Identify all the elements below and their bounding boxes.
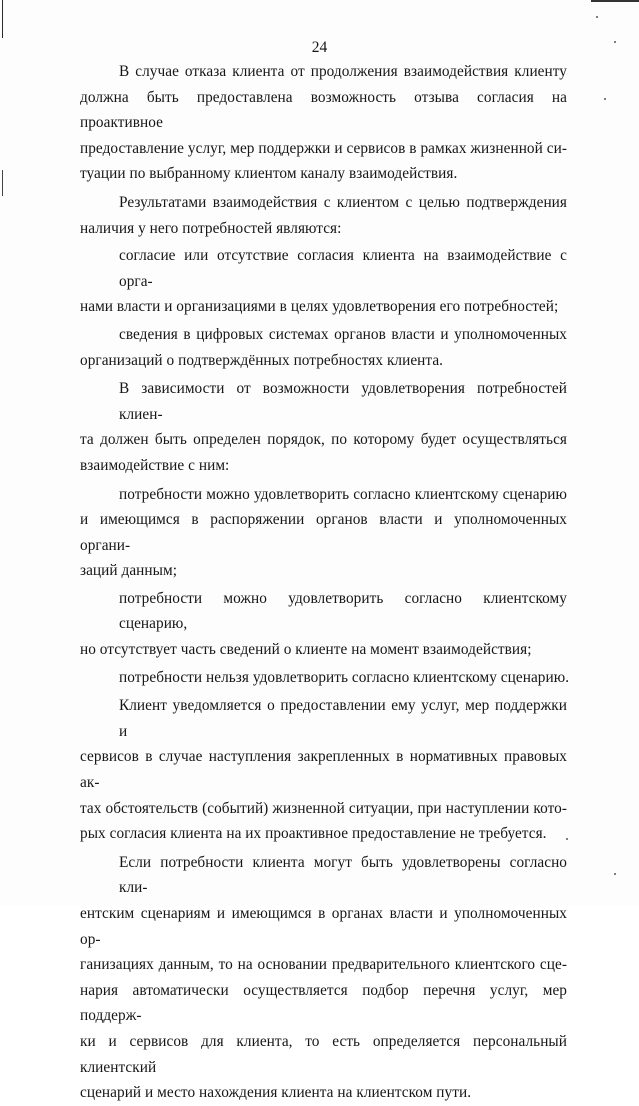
scan-edge-mark [2, 170, 3, 196]
text-line: та должен быть определен порядок, по которому будет осуществляться [80, 431, 567, 449]
text-line: сведения в цифровых системах органов власти и уполномоченных [119, 325, 567, 343]
paragraph [80, 376, 567, 478]
text-line: ентским сценариям и имеющимся в органах власти и уполномоченных ор- [80, 905, 567, 948]
text-line: Результатами взаимодействия с клиентом с целью подтверждения [119, 193, 567, 211]
text-line: должна быть предоставлена возможность отзыва согласия на проактивное [80, 88, 567, 132]
paragraph [80, 482, 567, 584]
text-line: сценарий и место нахождения клиента на клиентском пути. [80, 1084, 472, 1102]
text-line: В зависимости от возможности удовлетворения потребностей клиен- [119, 380, 567, 423]
text-line: и имеющимся в распоряжении органов власти и уполномоченных органи- [80, 511, 567, 554]
document-body [80, 59, 570, 1106]
text-line: взаимодействие с ним: [80, 456, 230, 474]
text-line: потребности можно удовлетворить согласно клиентскому сценарию [119, 485, 567, 503]
paragraph [80, 190, 567, 241]
scan-speck [604, 98, 606, 100]
text-line: заций данным; [80, 562, 178, 580]
text-line: рых согласия клиента на их проактивное предоставление не требуется. [80, 825, 547, 843]
scan-corner-mark [591, 0, 639, 2]
text-line: ки и сервисов для клиента, то есть определяется персональный клиентский [80, 1032, 567, 1076]
text-line: В случае отказа клиента от продолжения взаимодействия клиенту [119, 63, 567, 80]
text-line: нами власти и организациями в целях удовлетворения его потребностей; [80, 298, 559, 316]
text-line: тах обстоятельств (событий) жизненной ситуации, при наступлении кото- [80, 799, 567, 817]
paragraph [80, 665, 570, 691]
scan-speck [596, 16, 598, 18]
text-line: но отсутствует часть сведений о клиенте на момент взаимодействия; [80, 641, 532, 659]
paragraph [80, 322, 567, 373]
text-line: ганизациях данным, то на основании предварительного клиентского сце- [80, 956, 567, 974]
text-line: потребности можно удовлетворить согласно клиентскому сценарию, [119, 589, 567, 633]
text-line: согласие или отсутствие согласия клиента на взаимодействие с орга- [119, 247, 567, 290]
paragraph [80, 243, 567, 320]
paragraph [80, 586, 567, 663]
text-line: потребности нельзя удовлетворить согласно клиентскому сценарию. [119, 668, 570, 686]
page-number: 24 [311, 39, 328, 56]
text-line: сервисов в случае наступления закрепленных в нормативных правовых ак- [80, 748, 567, 792]
paragraph [80, 59, 567, 187]
paragraph [80, 693, 567, 847]
text-line: Если потребности клиента могут быть удовлетворены согласно кли- [119, 853, 567, 897]
text-line: Клиент уведомляется о предоставлении ему услуг, мер поддержки и [119, 697, 567, 740]
text-line: нария автоматически осуществляется подбор перечня услуг, мер поддерж- [80, 981, 567, 1025]
text-line: организаций о подтверждённых потребностях клиента. [80, 351, 444, 369]
scan-edge-mark [2, 0, 3, 38]
text-line: предоставление услуг, мер поддержки и сервисов в рамках жизненной си- [80, 139, 567, 157]
text-line: туации по выбранному клиентом каналу взаимодействия. [80, 165, 458, 183]
scan-speck [614, 873, 616, 875]
text-line: наличия у него потребностей являются: [80, 219, 342, 237]
paragraph [80, 850, 567, 1106]
